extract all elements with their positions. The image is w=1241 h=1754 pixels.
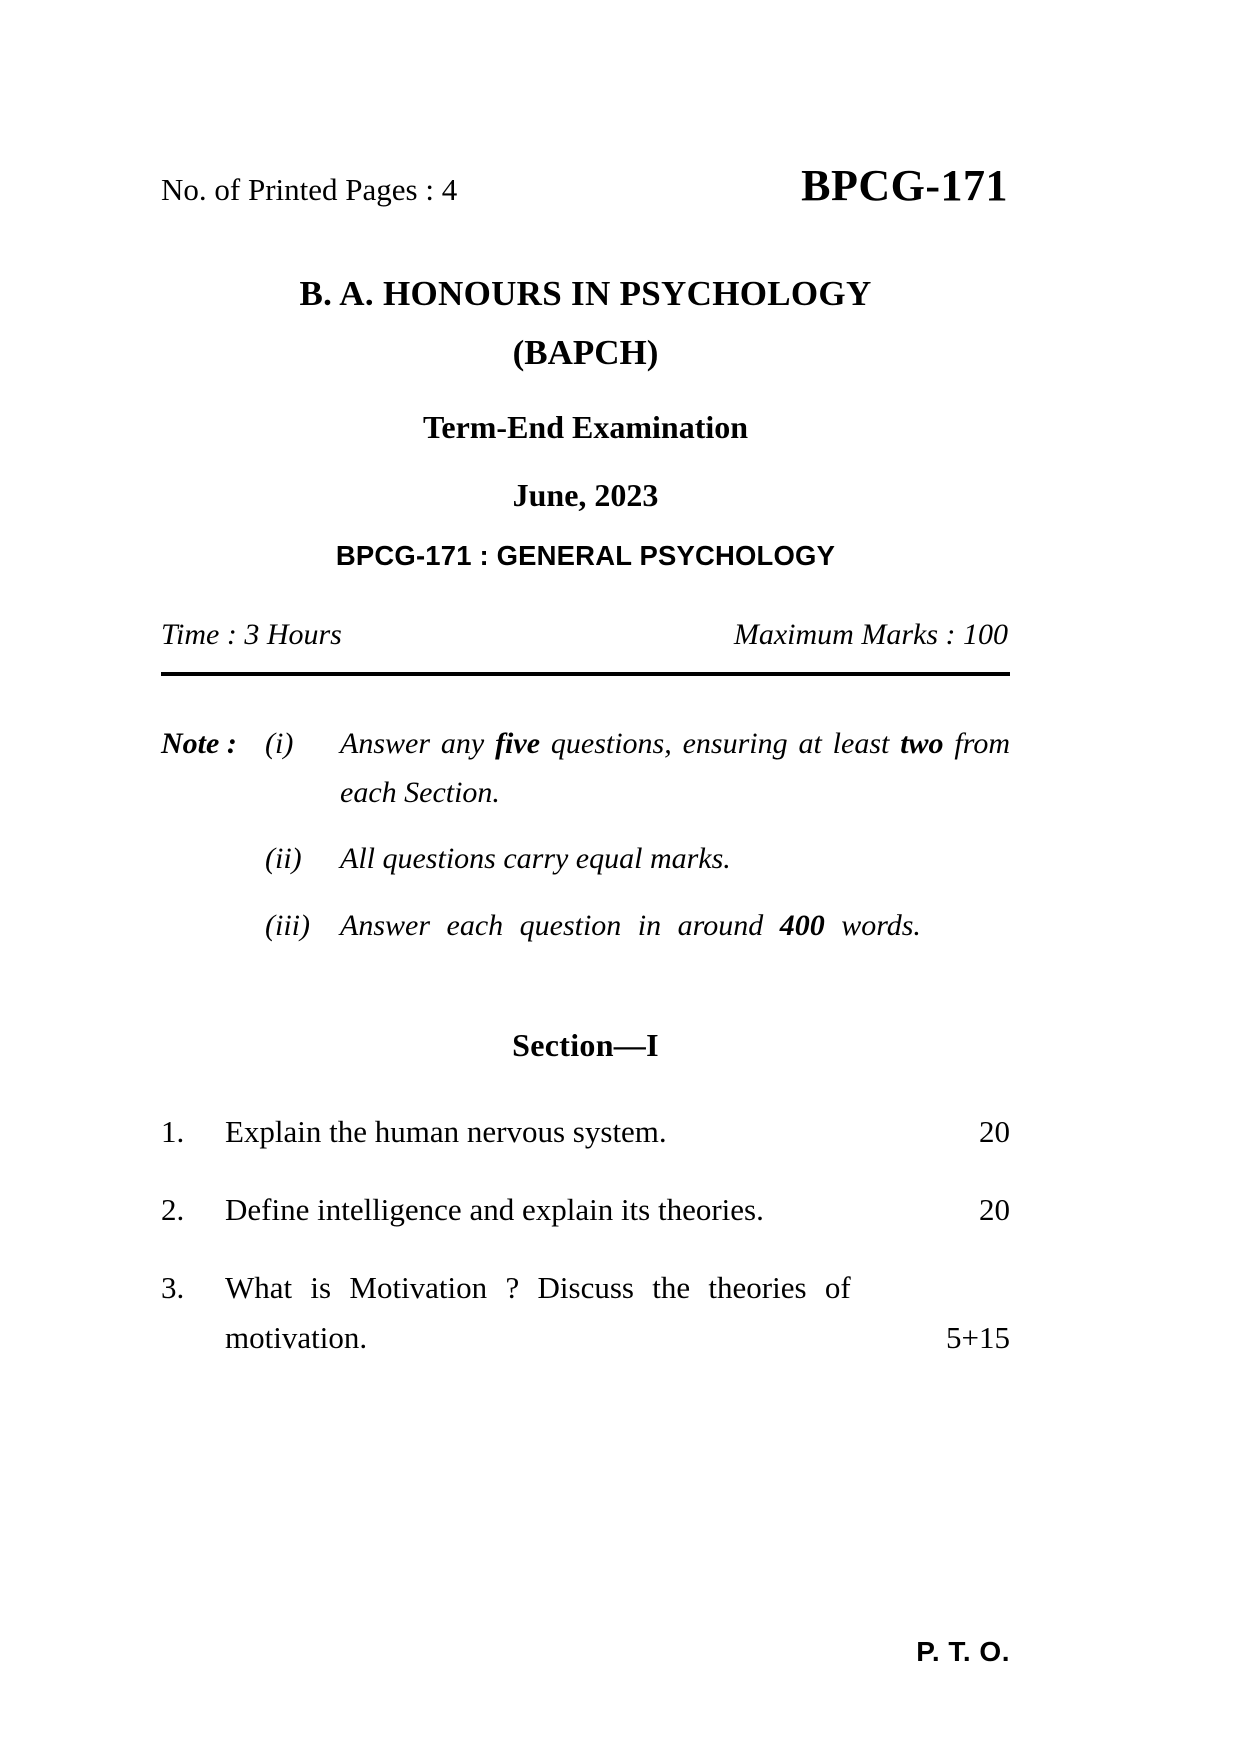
question-item xyxy=(161,1186,1010,1234)
section-heading: Section—I xyxy=(512,1026,659,1063)
note-emphasis: 400 xyxy=(779,909,825,942)
question-item xyxy=(161,1264,1010,1362)
question-body xyxy=(225,1264,1010,1362)
exam-type: Term-End Examination xyxy=(422,409,749,446)
note-item xyxy=(161,902,1010,951)
printed-pages-label: No. of Printed Pages : 4 xyxy=(161,172,458,207)
note-emphasis: five xyxy=(495,727,541,761)
question-number: 3. xyxy=(161,1269,185,1305)
question-text: Explain the human nervous system. xyxy=(225,1113,667,1149)
note-text-part: Answer each question in around xyxy=(340,909,780,942)
note-text-part: Answer any xyxy=(340,727,496,761)
question-marks: 20 xyxy=(979,1191,1010,1227)
question-text: What is Motivation ? Discuss the theories of xyxy=(225,1269,851,1305)
note-marker: (i) xyxy=(265,727,294,761)
question-marks: 5+15 xyxy=(946,1319,1010,1355)
page-header xyxy=(161,160,1010,216)
note-marker: (ii) xyxy=(265,842,302,876)
question-item xyxy=(161,1108,1010,1156)
note-label: Note : xyxy=(161,727,237,761)
note-text xyxy=(340,720,1010,817)
course-code-heading: BPCG-171 xyxy=(801,161,1008,210)
programme-title: B. A. HONOURS IN PSYCHOLOGY xyxy=(299,274,872,313)
note-text xyxy=(340,902,1010,951)
question-line xyxy=(225,1108,1010,1156)
question-number: 1. xyxy=(161,1113,185,1149)
note-text-part: All questions carry equal marks. xyxy=(340,842,731,876)
question-marks: 20 xyxy=(979,1113,1010,1149)
pto-footer: P. T. O. xyxy=(916,1636,1010,1667)
note-item xyxy=(161,835,1010,884)
note-marker: (iii) xyxy=(265,909,310,942)
note-text-part: from each Section. xyxy=(340,727,1010,809)
question-text: Define intelligence and explain its theories. xyxy=(225,1191,764,1227)
question-list xyxy=(161,1108,1010,1362)
exam-meta-row xyxy=(161,618,1010,652)
note-text xyxy=(340,835,1010,884)
note-text-part: questions, ensuring at least xyxy=(540,727,901,761)
note-text-part: words. xyxy=(824,909,921,942)
exam-duration: Time : 3 Hours xyxy=(161,618,342,652)
note-block xyxy=(161,720,1010,950)
title-block xyxy=(161,274,1010,572)
question-continuation-line xyxy=(225,1314,1010,1362)
question-line xyxy=(225,1186,1010,1234)
question-body xyxy=(225,1186,1010,1234)
question-line xyxy=(225,1264,1010,1312)
header-divider-rule xyxy=(161,672,1010,676)
note-item xyxy=(161,720,1010,817)
programme-code: (BAPCH) xyxy=(512,333,659,373)
page-content xyxy=(161,0,1010,1392)
question-number: 2. xyxy=(161,1191,185,1227)
question-text-continuation: motivation. xyxy=(225,1319,368,1355)
note-emphasis: two xyxy=(900,727,944,761)
exam-maximum-marks: Maximum Marks : 100 xyxy=(733,618,1008,652)
course-title-line: BPCG-171 : GENERAL PSYCHOLOGY xyxy=(335,540,836,572)
exam-session: June, 2023 xyxy=(512,477,659,514)
question-body xyxy=(225,1108,1010,1156)
